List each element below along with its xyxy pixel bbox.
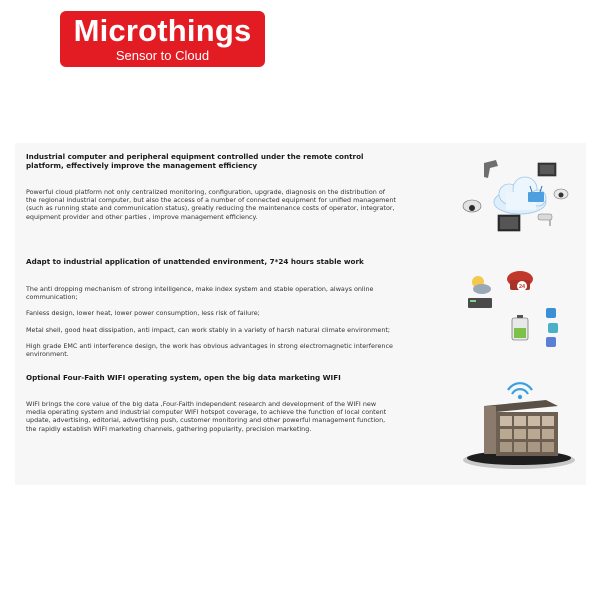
section-unattended	[26, 257, 396, 358]
section-paragraph: The anti dropping mechanism of strong intelligence, make index system and stable operation, always online communication;	[26, 285, 374, 302]
section-paragraph: Powerful cloud platform not only centralized monitoring, configuration, upgrade, diagnosis on the distribution of the regional industrial computer, but also the access of a number of connected equipment for unified management (such as running state and communication status), greatly reducing the maintenance costs of operator, integrator, equipment provider and other parties , improve management efficiency.	[26, 188, 396, 221]
weather-icon	[472, 276, 491, 294]
badge-24-text: 24	[518, 284, 526, 290]
section-paragraph: Fanless design, lower heat, lower power consumption, less risk of failure;	[26, 309, 260, 318]
kiosk-locker-icon	[484, 400, 558, 456]
terminal-display-icon	[498, 215, 520, 231]
section-paragraph: Metal shell, good heat dissipation, anti impact, can work stably in a variety of harsh natural climate environment;	[26, 325, 391, 334]
monitor-icon	[538, 163, 556, 176]
logo-brand: Microthings	[73, 13, 252, 48]
device-settings-icon	[546, 308, 558, 347]
section-title: Adapt to industrial application of unattended environment, 7*24 hours stable work	[26, 257, 364, 266]
security-camera-icon	[463, 200, 481, 212]
unattended-environment-illustration	[464, 268, 564, 348]
battery-icon	[512, 315, 528, 340]
bullet-camera-icon	[538, 214, 552, 226]
telephone-24-icon	[507, 271, 533, 291]
cloud-platform-illustration	[462, 158, 576, 236]
microthings-logo	[60, 11, 265, 67]
industrial-router-icon	[468, 298, 492, 308]
section-remote-control	[26, 152, 396, 221]
section-title: Industrial computer and peripheral equipment controlled under the remote control platform, effectively improve the management efficiency	[26, 152, 364, 170]
wifi-kiosk-illustration	[462, 372, 576, 472]
dome-camera-icon	[554, 189, 568, 199]
section-paragraph: WIFI brings the core value of the big data ,Four-Faith independent research and development of the WIFI new media operating system and industrial computer WIFI hotspot coverage, to achieve the function of local content update, advertising, editorial, advertising push, customer monitoring and other powerful management function, the rapidly establish WIFI marketing channels, gathering popularity, precision marketing.	[26, 400, 387, 433]
section-title: Optional Four-Faith WIFI operating system, open the big data marketing WIFI	[26, 373, 341, 382]
logo-tagline: Sensor to Cloud	[115, 48, 210, 63]
wifi-icon	[508, 383, 532, 399]
section-wifi	[26, 373, 396, 433]
section-paragraph: High grade EMC anti interference design, the work has obvious advantages in strong electromagnetic interference environment.	[26, 341, 393, 359]
handheld-scanner-icon	[484, 160, 498, 178]
